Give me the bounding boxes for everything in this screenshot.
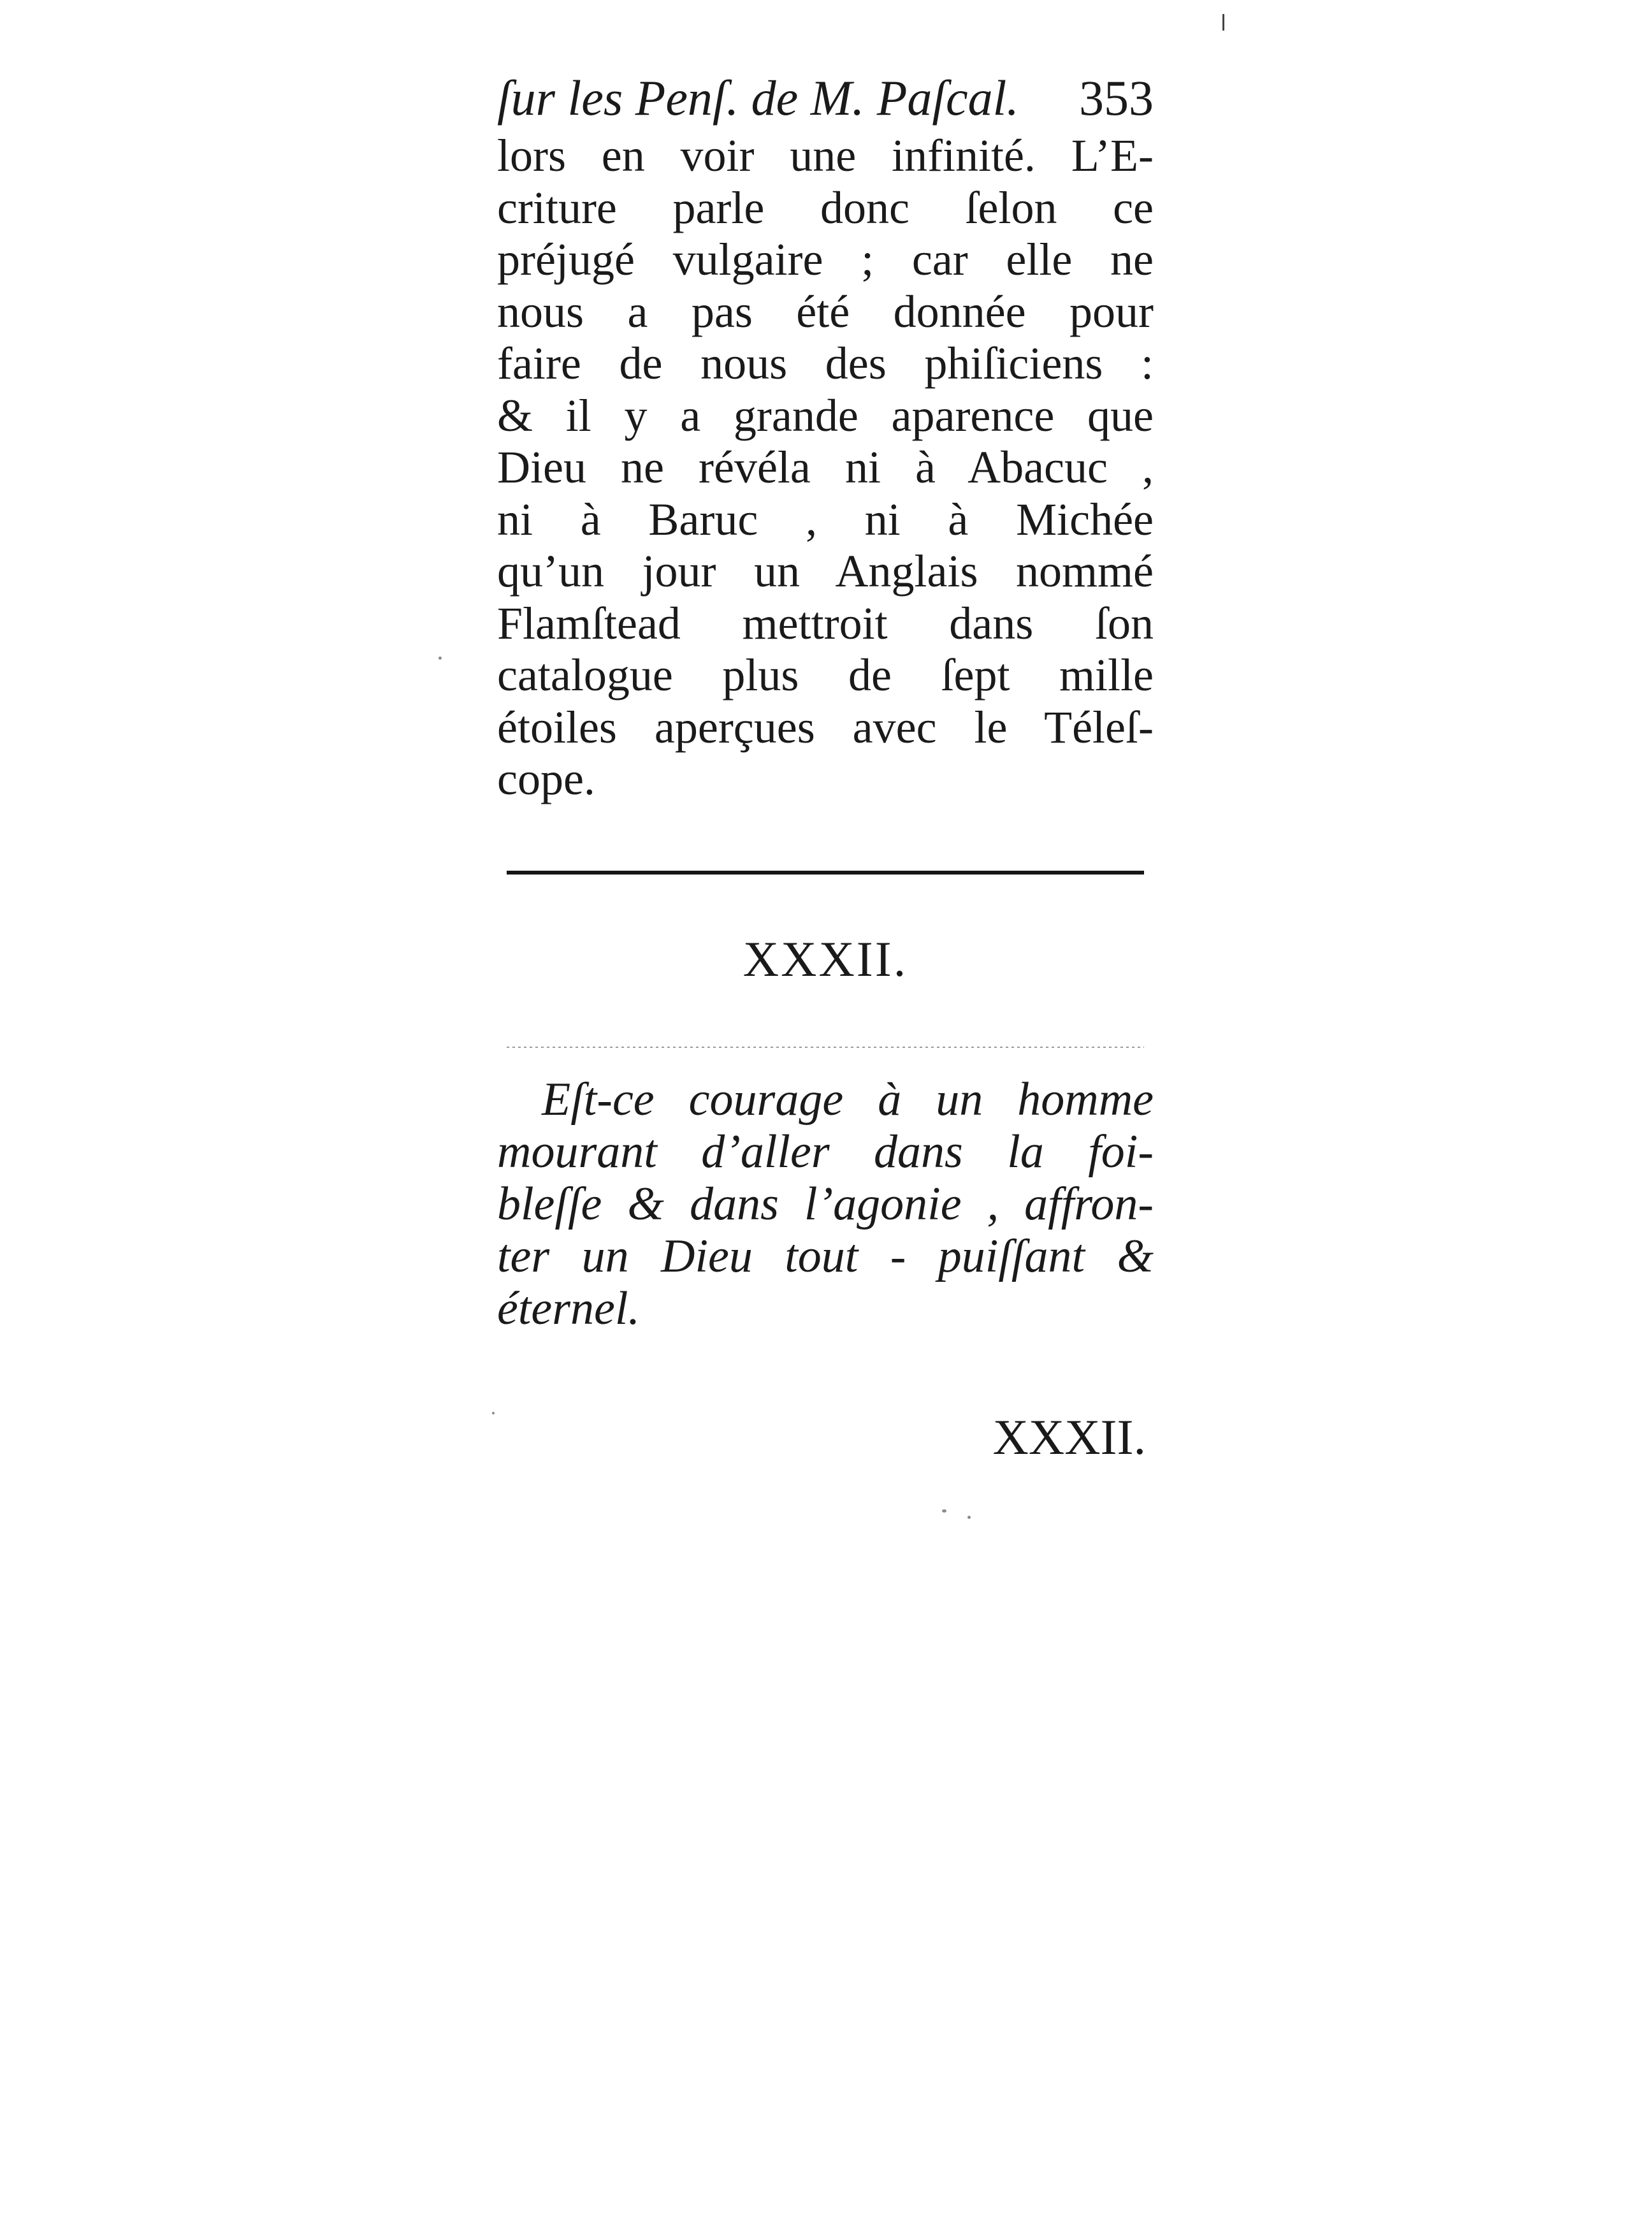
edge-mark — [1222, 14, 1224, 31]
paragraph-line: ni à Baruc , ni à Michée — [497, 493, 1154, 545]
question-line: éternel. — [497, 1282, 640, 1335]
dotted-divider — [507, 1047, 1144, 1048]
catchword: XXXII. — [992, 1409, 1146, 1465]
question-line: mourant d’aller dans la foi- — [497, 1125, 1154, 1178]
paper-speck — [492, 1412, 495, 1414]
paragraph-line: qu’un jour un Anglais nommé — [497, 546, 1154, 597]
paragraph-line: & il y a grande aparence que — [497, 389, 1154, 441]
paper-speck — [438, 657, 442, 660]
paragraph-line: Dieu ne révéla ni à Abacuc , — [497, 442, 1154, 493]
running-head — [497, 69, 1154, 130]
section-divider — [507, 871, 1144, 875]
paragraph-line: catalogue plus de ſept mille — [497, 650, 1154, 701]
paragraph-line: étoiles aperçues avec le Téleſ- — [497, 701, 1154, 753]
paragraph-line: Flamſtead mettroit dans ſon — [497, 597, 1154, 649]
paragraph-line: criture parle donc ſelon ce — [497, 182, 1154, 233]
paragraph-line: nous a pas été donnée pour — [497, 286, 1154, 337]
paragraph-line: lors en voir une infinité. L’E- — [497, 130, 1154, 181]
body-paragraph — [497, 130, 1154, 806]
paragraph-line: préjugé vulgaire ; car elle ne — [497, 234, 1154, 285]
paragraph-line: cope. — [497, 753, 595, 804]
section-question — [497, 1073, 1154, 1335]
section-number: XXXII. — [743, 931, 908, 987]
question-line: bleſſe & dans l’agonie , affron- — [497, 1177, 1154, 1230]
paper-speck — [967, 1516, 971, 1519]
question-line: ter un Dieu tout - puiſſant & — [497, 1230, 1154, 1282]
paragraph-line: faire de nous des phiſiciens : — [497, 338, 1154, 389]
text-column — [497, 69, 1154, 1466]
paper-speck — [942, 1509, 946, 1513]
page-number: 353 — [1079, 70, 1154, 126]
question-line: Eſt-ce courage à un homme — [542, 1073, 1154, 1126]
running-head-title: ſur les Penſ. de M. Paſcal. — [497, 70, 1019, 126]
